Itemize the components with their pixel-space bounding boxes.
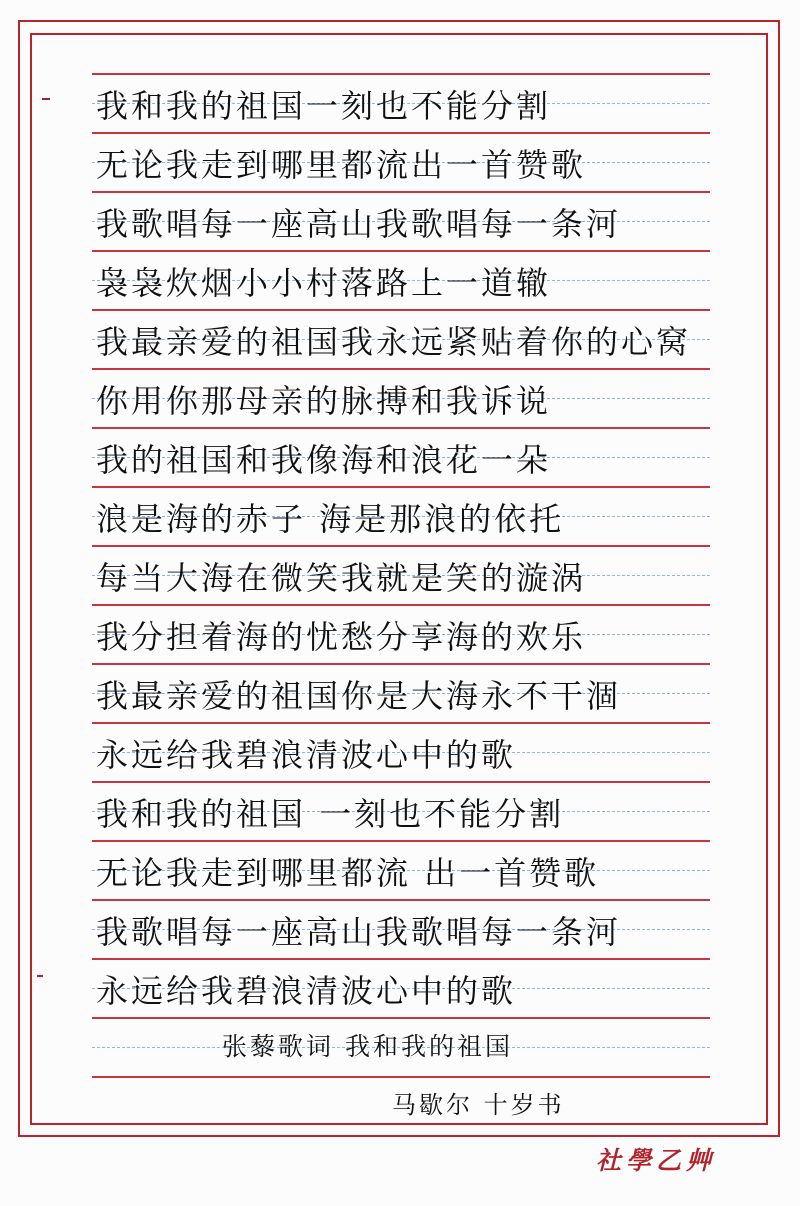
lyric-line: 每当大海在微笑我就是笑的漩涡 (96, 559, 587, 597)
ruled-line-red (92, 427, 710, 429)
lyric-line: 我和我的祖国一刻也不能分割 (96, 87, 552, 125)
lyric-line: 我歌唱每一座高山我歌唱每一条河 (96, 913, 622, 951)
ruled-line-red (92, 781, 710, 783)
publisher-seal-text: 社學乙艸 (596, 1146, 717, 1175)
ruled-line-red (92, 368, 710, 370)
ruled-line-red (92, 840, 710, 842)
ruled-line-red (92, 486, 710, 488)
lyric-line: 袅袅炊烟小小村落路上一道辙 (96, 264, 552, 302)
lyric-line: 永远给我碧浪清波心中的歌 (96, 736, 517, 774)
ruled-line-red (92, 309, 710, 311)
margin-mark (42, 98, 50, 100)
lyric-line: 浪是海的赤子 海是那浪的依托 (96, 500, 565, 538)
writer-signature: 马歇尔 十岁书 (392, 1091, 565, 1119)
lyric-line: 我和我的祖国 一刻也不能分割 (96, 795, 565, 833)
ruled-line-red (92, 604, 710, 606)
ruled-line-red (92, 73, 710, 75)
margin-mark (37, 975, 43, 977)
ruled-line-red (92, 663, 710, 665)
lyric-line: 我歌唱每一座高山我歌唱每一条河 (96, 205, 622, 243)
ruled-line-red (92, 958, 710, 960)
ruled-line-red (92, 250, 710, 252)
lyric-line: 无论我走到哪里都流 出一首赞歌 (96, 854, 600, 892)
ruled-line-red (92, 899, 710, 901)
lyric-line: 你用你那母亲的脉搏和我诉说 (96, 382, 552, 420)
lyric-line: 我的祖国和我像海和浪花一朵 (96, 441, 552, 479)
lyric-line: 永远给我碧浪清波心中的歌 (96, 972, 517, 1010)
ruled-line-red (92, 722, 710, 724)
lyric-line: 我分担着海的忧愁分享海的欢乐 (96, 618, 587, 656)
ruled-line-red (92, 191, 710, 193)
ruled-line-red (92, 545, 710, 547)
ruled-line-red (92, 132, 710, 134)
lyric-line: 我最亲爱的祖国你是大海永不干涸 (96, 677, 622, 715)
lyric-line: 我最亲爱的祖国我永远紧贴着你的心窝 (96, 323, 692, 361)
lyric-line: 无论我走到哪里都流出一首赞歌 (96, 146, 587, 184)
lyricist-credit: 张藜歌词 我和我的祖国 (222, 1032, 513, 1061)
ruled-line-red (92, 1076, 710, 1078)
ruled-line-red (92, 1017, 710, 1019)
